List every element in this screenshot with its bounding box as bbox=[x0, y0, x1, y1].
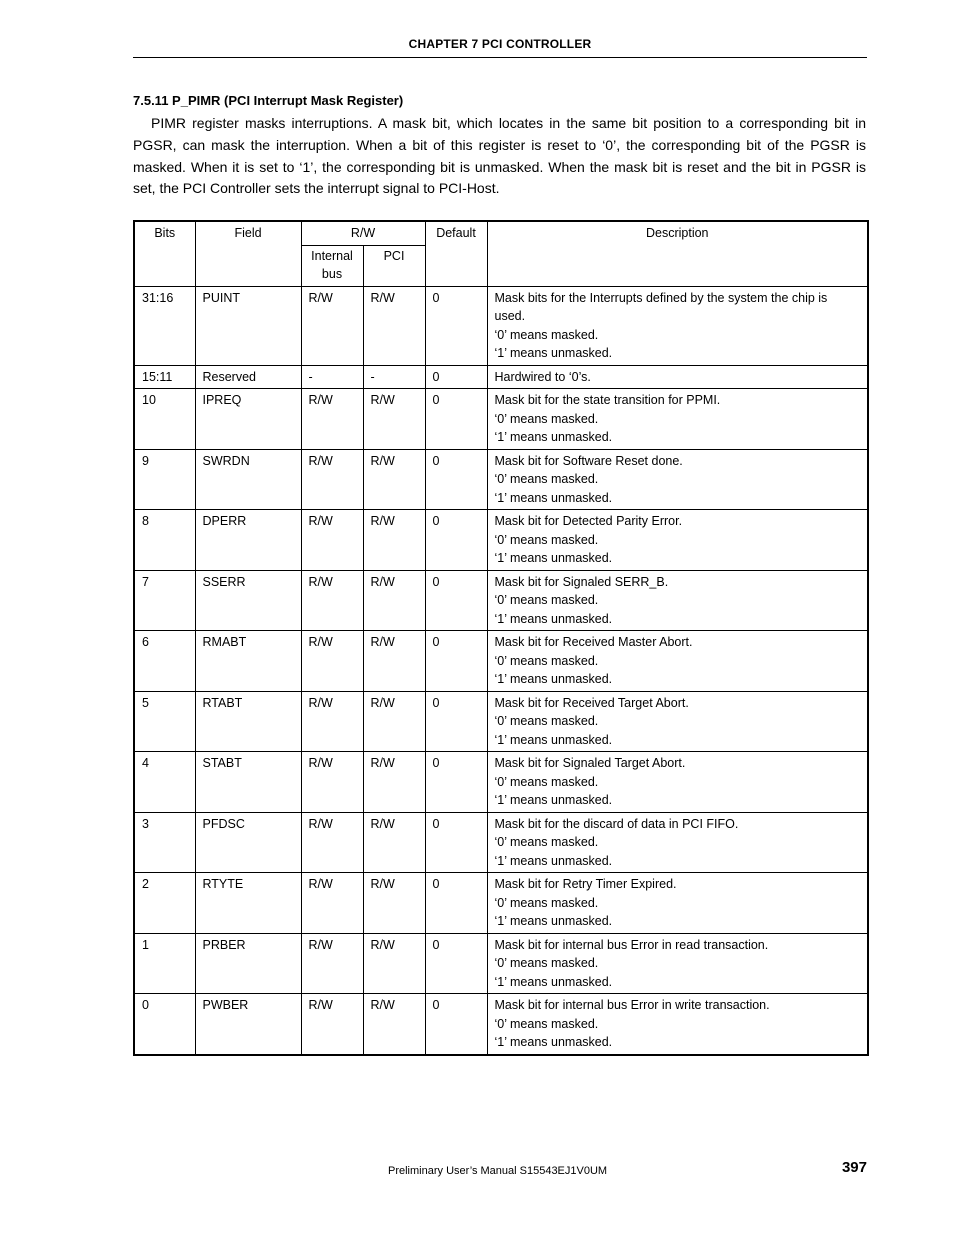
description-line: ‘0’ means masked. bbox=[494, 714, 599, 728]
description-line: ‘0’ means masked. bbox=[494, 895, 599, 910]
description-line: ‘1’ means unmasked. bbox=[494, 1035, 613, 1049]
description-line: ‘0’ means masked. bbox=[494, 532, 599, 547]
cell-field: PWBER bbox=[195, 994, 301, 1055]
header-default: Default bbox=[425, 221, 487, 286]
table-header-row bbox=[134, 221, 868, 245]
cell-description bbox=[487, 631, 868, 692]
page-number: 397 bbox=[841, 1159, 867, 1176]
description-line: ‘1’ means unmasked. bbox=[494, 346, 613, 360]
cell-description bbox=[487, 389, 868, 450]
description-line: ‘1’ means unmasked. bbox=[494, 551, 613, 565]
cell-field: IPREQ bbox=[195, 389, 301, 450]
description-line: ‘1’ means unmasked. bbox=[494, 974, 613, 989]
section-intro: PIMR register masks interruptions. A mask bit, which locates in the same bit position to a corresponding bit in PGSR, can mask the interruption. When a bit of this register is reset to ‘0’, the corresponding bit of the PGSR is masked. When it is set to ‘1’, the corresponding bit is unmasked. When the mask bit is reset and the bit in PGSR is set, the PCI Controller sets the interrupt signal to PCI-Host. bbox=[133, 115, 866, 197]
description-line: ‘1’ means unmasked. bbox=[494, 430, 613, 444]
cell-field: SWRDN bbox=[195, 449, 301, 510]
description-line: ‘1’ means unmasked. bbox=[494, 914, 613, 928]
cell-default: 0 bbox=[425, 752, 487, 813]
cell-internal-bus: R/W bbox=[301, 286, 363, 365]
cell-bits: 4 bbox=[134, 752, 195, 813]
cell-default: 0 bbox=[425, 812, 487, 873]
description-line: ‘0’ means masked. bbox=[494, 411, 599, 426]
cell-pci: R/W bbox=[363, 933, 425, 994]
cell-pci: R/W bbox=[363, 570, 425, 631]
description-line: ‘1’ means unmasked. bbox=[494, 853, 613, 868]
cell-internal-bus: R/W bbox=[301, 933, 363, 994]
header-description: Description bbox=[487, 221, 868, 286]
description-line: ‘0’ means masked. bbox=[494, 653, 599, 668]
cell-bits: 5 bbox=[134, 691, 195, 752]
cell-bits: 2 bbox=[134, 873, 195, 934]
description-line: Mask bit for internal bus Error in write transaction. bbox=[494, 998, 770, 1012]
description-line: Mask bit for Detected Parity Error. bbox=[494, 514, 683, 528]
description-line: Mask bit for Signaled Target Abort. bbox=[494, 756, 686, 770]
description-line: ‘1’ means unmasked. bbox=[494, 793, 613, 807]
cell-description bbox=[487, 752, 868, 813]
cell-field: RTYTE bbox=[195, 873, 301, 934]
description-line: Mask bit for Received Target Abort. bbox=[494, 695, 689, 710]
cell-default: 0 bbox=[425, 933, 487, 994]
description-line: Mask bit for the state transition for PPMI. bbox=[494, 393, 721, 407]
description-line: Mask bit for Retry Timer Expired. bbox=[494, 877, 677, 891]
description-line: ‘1’ means unmasked. bbox=[494, 672, 613, 686]
cell-pci: R/W bbox=[363, 752, 425, 813]
description-line: Hardwired to ‘0’s. bbox=[494, 369, 591, 384]
cell-field: STABT bbox=[195, 752, 301, 813]
table-row bbox=[134, 389, 868, 450]
cell-internal-bus: - bbox=[301, 365, 363, 389]
cell-internal-bus: R/W bbox=[301, 510, 363, 571]
cell-pci: R/W bbox=[363, 510, 425, 571]
table-row bbox=[134, 449, 868, 510]
cell-field: PFDSC bbox=[195, 812, 301, 873]
description-line: Mask bit for Signaled SERR_B. bbox=[494, 574, 669, 589]
header-internal-bus: Internal bus bbox=[301, 245, 363, 286]
table-row bbox=[134, 812, 868, 873]
cell-bits: 15:11 bbox=[134, 365, 195, 389]
table-row bbox=[134, 510, 868, 571]
header-field: Field bbox=[195, 221, 301, 286]
cell-internal-bus: R/W bbox=[301, 389, 363, 450]
cell-default: 0 bbox=[425, 994, 487, 1055]
cell-field: Reserved bbox=[195, 365, 301, 389]
register-table-body bbox=[134, 286, 868, 1055]
register-table bbox=[133, 220, 869, 1056]
description-line: ‘0’ means masked. bbox=[494, 956, 599, 970]
header-pci: PCI bbox=[363, 245, 425, 286]
cell-default: 0 bbox=[425, 631, 487, 692]
header-rule bbox=[133, 57, 867, 58]
cell-internal-bus: R/W bbox=[301, 691, 363, 752]
cell-field: SSERR bbox=[195, 570, 301, 631]
header-rw: R/W bbox=[301, 221, 425, 245]
header-bits: Bits bbox=[134, 221, 195, 286]
table-row bbox=[134, 365, 868, 389]
description-line: Mask bit for the discard of data in PCI FIFO. bbox=[494, 816, 739, 831]
cell-internal-bus: R/W bbox=[301, 812, 363, 873]
cell-description bbox=[487, 510, 868, 571]
cell-bits: 9 bbox=[134, 449, 195, 510]
cell-internal-bus: R/W bbox=[301, 570, 363, 631]
description-line: ‘1’ means unmasked. bbox=[494, 732, 613, 747]
cell-pci: R/W bbox=[363, 994, 425, 1055]
cell-default: 0 bbox=[425, 389, 487, 450]
footer-manual: Preliminary User’s Manual S15543EJ1V0UM bbox=[388, 1165, 608, 1177]
description-line: Mask bit for Received Master Abort. bbox=[494, 635, 693, 649]
cell-pci: R/W bbox=[363, 389, 425, 450]
table-row bbox=[134, 933, 868, 994]
cell-pci: R/W bbox=[363, 286, 425, 365]
cell-internal-bus: R/W bbox=[301, 994, 363, 1055]
cell-default: 0 bbox=[425, 365, 487, 389]
cell-default: 0 bbox=[425, 570, 487, 631]
table-row bbox=[134, 631, 868, 692]
cell-default: 0 bbox=[425, 510, 487, 571]
cell-pci: R/W bbox=[363, 691, 425, 752]
chapter-header: CHAPTER 7 PCI CONTROLLER bbox=[408, 37, 592, 51]
description-line: ‘1’ means unmasked. bbox=[494, 611, 613, 626]
cell-bits: 8 bbox=[134, 510, 195, 571]
cell-bits: 6 bbox=[134, 631, 195, 692]
cell-bits: 31:16 bbox=[134, 286, 195, 365]
cell-field: DPERR bbox=[195, 510, 301, 571]
cell-default: 0 bbox=[425, 449, 487, 510]
cell-pci: R/W bbox=[363, 631, 425, 692]
description-line: Mask bit for Software Reset done. bbox=[494, 453, 683, 468]
cell-bits: 10 bbox=[134, 389, 195, 450]
table-row bbox=[134, 873, 868, 934]
cell-description bbox=[487, 691, 868, 752]
description-line: ‘1’ means unmasked. bbox=[494, 490, 613, 505]
cell-description bbox=[487, 286, 868, 365]
cell-description bbox=[487, 365, 868, 389]
cell-description bbox=[487, 994, 868, 1055]
table-row bbox=[134, 752, 868, 813]
description-line: Mask bits for the Interrupts defined by the system the chip is used. bbox=[494, 290, 828, 323]
cell-internal-bus: R/W bbox=[301, 631, 363, 692]
cell-default: 0 bbox=[425, 873, 487, 934]
description-line: ‘0’ means masked. bbox=[494, 593, 599, 607]
cell-pci: R/W bbox=[363, 449, 425, 510]
description-line: ‘0’ means masked. bbox=[494, 327, 599, 342]
cell-bits: 7 bbox=[134, 570, 195, 631]
description-line: ‘0’ means masked. bbox=[494, 835, 599, 849]
cell-bits: 1 bbox=[134, 933, 195, 994]
description-line: ‘0’ means masked. bbox=[494, 774, 599, 789]
table-row bbox=[134, 286, 868, 365]
cell-pci: R/W bbox=[363, 873, 425, 934]
cell-field: RTABT bbox=[195, 691, 301, 752]
cell-description bbox=[487, 933, 868, 994]
cell-bits: 0 bbox=[134, 994, 195, 1055]
cell-bits: 3 bbox=[134, 812, 195, 873]
description-line: ‘0’ means masked. bbox=[494, 472, 599, 486]
table-row bbox=[134, 570, 868, 631]
cell-description bbox=[487, 449, 868, 510]
cell-internal-bus: R/W bbox=[301, 873, 363, 934]
section-title: 7.5.11 P_PIMR (PCI Interrupt Mask Register) bbox=[133, 93, 404, 108]
description-line: Mask bit for internal bus Error in read transaction. bbox=[494, 937, 769, 952]
description-line: ‘0’ means masked. bbox=[494, 1016, 599, 1031]
cell-field: PUINT bbox=[195, 286, 301, 365]
cell-internal-bus: R/W bbox=[301, 449, 363, 510]
table-row bbox=[134, 691, 868, 752]
cell-default: 0 bbox=[425, 691, 487, 752]
cell-description bbox=[487, 873, 868, 934]
cell-field: RMABT bbox=[195, 631, 301, 692]
cell-field: PRBER bbox=[195, 933, 301, 994]
cell-internal-bus: R/W bbox=[301, 752, 363, 813]
cell-description bbox=[487, 812, 868, 873]
cell-description bbox=[487, 570, 868, 631]
table-row bbox=[134, 994, 868, 1055]
cell-default: 0 bbox=[425, 286, 487, 365]
cell-pci: - bbox=[363, 365, 425, 389]
cell-pci: R/W bbox=[363, 812, 425, 873]
